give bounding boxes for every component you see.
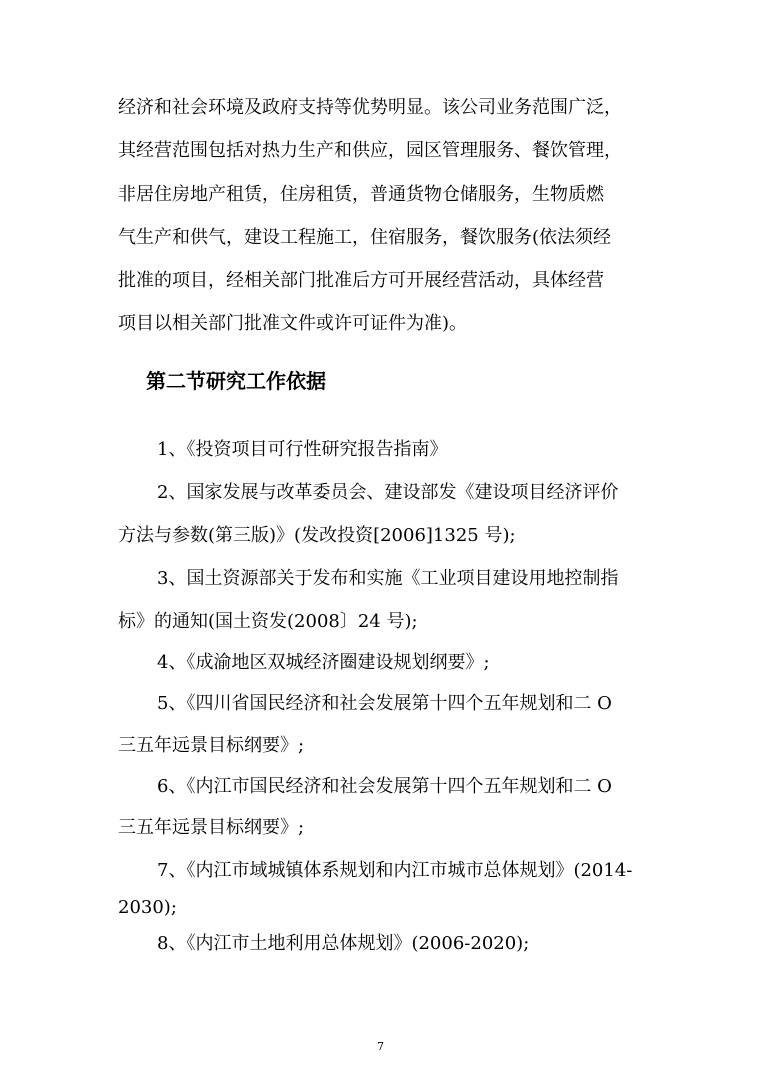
reference-7-cont: 2030); — [118, 897, 177, 918]
section-heading: 第二节研究工作依据 — [146, 369, 326, 393]
intro-line-5: 批准的项目，经相关部门批准后方可开展经营活动，具体经营 — [118, 270, 604, 291]
intro-line-4: 气生产和供气，建设工程施工，住宿服务，餐饮服务(依法须经 — [118, 227, 612, 248]
reference-3: 3、国土资源部关于发布和实施《工业项目建设用地控制指 — [157, 568, 619, 589]
reference-4: 4、《成渝地区双城经济圈建设规划纲要》; — [157, 652, 490, 673]
reference-7: 7、《内江市域城镇体系规划和内江市城市总体规划》(2014- — [157, 860, 633, 881]
page-number: 7 — [377, 1040, 384, 1053]
intro-line-1: 经济和社会环境及政府支持等优势明显。该公司业务范围广泛， — [118, 97, 622, 118]
intro-line-3: 非居住房地产租赁，住房租赁，普通货物仓储服务，生物质燃 — [118, 184, 604, 205]
reference-6-cont: 三五年远景目标纲要》; — [118, 817, 305, 838]
reference-6: 6、《内江市国民经济和社会发展第十四个五年规划和二 O — [157, 776, 612, 797]
reference-8: 8、《内江市土地利用总体规划》(2006-2020); — [157, 933, 530, 954]
reference-2-cont: 方法与参数(第三版)》(发改投资[2006]1325 号); — [118, 525, 516, 546]
intro-line-2: 其经营范围包括对热力生产和供应，园区管理服务、餐饮管理， — [118, 140, 622, 161]
reference-1: 1、《投资项目可行性研究报告指南》 — [157, 439, 448, 460]
reference-2: 2、国家发展与改革委员会、建设部发《建设项目经济评价 — [157, 482, 619, 503]
reference-5-cont: 三五年远景目标纲要》; — [118, 735, 305, 756]
reference-3-cont: 标》的通知(国土资发(2008〕24 号); — [118, 611, 418, 632]
intro-line-6: 项目以相关部门批准文件或许可证件为准)。 — [118, 313, 468, 334]
reference-5: 5、《四川省国民经济和社会发展第十四个五年规划和二 O — [157, 693, 612, 714]
